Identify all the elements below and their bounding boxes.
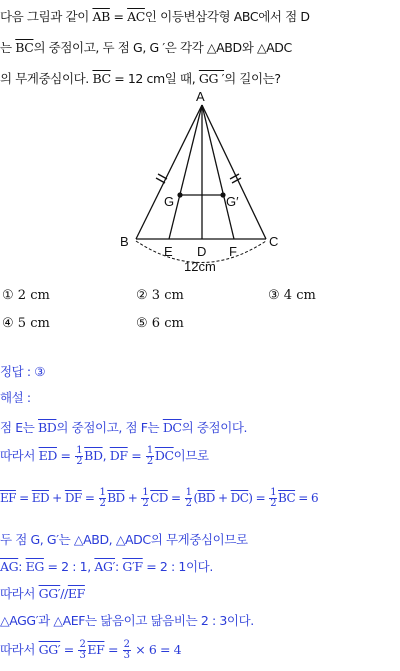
fraction: $\frac{1}{2}$ (146, 445, 153, 467)
tick-ab-1 (158, 174, 167, 179)
solution-line-6: 따라서 $GG'//\overline{EF}$ (0, 586, 85, 601)
point-g-prime (220, 192, 225, 197)
segment-ac: $\overline{AC}$ (127, 9, 145, 24)
option-1[interactable]: ① 2 cm (2, 288, 50, 303)
segment-bc-2: $\overline{BC}$ (92, 71, 111, 86)
label-g-prime: G′ (226, 194, 239, 209)
problem-line-2: 는 $\overline{BC}$의 중점이고, 두 점 G, G ′은 각각 △ABD와 △ADC (0, 40, 292, 55)
fraction: $\frac{1}{2}$ (142, 487, 149, 509)
fraction: $\frac{2}{3}$ (123, 639, 130, 661)
triangle-figure (118, 89, 288, 279)
segment-ae (169, 105, 202, 239)
label-f: F (229, 244, 237, 259)
side-ab (136, 105, 202, 239)
fraction: $\frac{1}{2}$ (270, 487, 277, 509)
problem-line-1: 다음 그림과 같이 $\overline{AB} = \overline{AC}$인 이등변삼각형 ABC에서 점 D (0, 9, 310, 24)
label-c: C (269, 234, 279, 249)
label-a: A (196, 89, 205, 104)
solution-heading: 해설 : (0, 390, 31, 405)
label-e: E (164, 244, 173, 259)
label-g: G (164, 194, 175, 209)
segment-ab: $\overline{AB}$ (92, 9, 110, 24)
solution-line-2: 따라서 $\overline{ED}$ = $\frac{1}{2}$ $\overline{BD}$, $\overline{DF}$ = $\frac{1}{2}$ $\overline{DC}$이므로 (0, 445, 209, 467)
fraction: $\frac{1}{2}$ (185, 487, 192, 509)
option-2[interactable]: ② 3 cm (136, 288, 184, 303)
fraction: $\frac{2}{3}$ (79, 639, 86, 661)
point-g (177, 192, 182, 197)
option-4[interactable]: ④ 5 cm (2, 316, 50, 331)
solution-line-1: 점 E는 $\overline{BD}$의 중점이고, 점 F는 $\overline{DC}$의 중점이다. (0, 420, 248, 435)
solution-line-5: $\overline{AG}$: $\overline{EG} = 2$ : 1, AG′: G′F = 2 : 1이다. (0, 559, 213, 574)
segment-bc: $\overline{BC}$ (15, 40, 34, 55)
solution-line-8: 따라서 GG′ = $\frac{2}{3}$ $\overline{EF}$ = $\frac{2}{3}$ × 6 = 4 (0, 639, 182, 661)
side-ac (202, 105, 266, 239)
solution-line-3: $\overline{EF} = \overline{ED} + \overline{DF}$ = $\frac{1}{2}$ $\overline{BD}$ + $\frac{1}{2}$ $\overline{CD}$ = $\frac{1}{2}$ $(\overline{BD} + \overline{DC})$ = $\frac{1}{2}$ $\overline{BC} = 6$ (0, 487, 318, 509)
option-5[interactable]: ⑤ 6 cm (136, 316, 184, 331)
segment-gg: GG ′ (198, 71, 225, 86)
segment-af (202, 105, 234, 239)
label-b: B (120, 234, 129, 249)
label-length: 12cm (184, 259, 216, 274)
solution-line-4: 두 점 G, G′는 △ABD, △ADC의 무게중심이므로 (0, 532, 248, 547)
problem-line-3: 의 무게중심이다. $\overline{BC} = 12$ cm일 때, GG ′의 길이는? (0, 71, 281, 86)
label-d: D (197, 244, 207, 259)
tick-ab-2 (156, 178, 165, 183)
solution-line-7: △AGG′과 △AEF는 닮음이고 닮음비는 2 : 3이다. (0, 613, 254, 628)
fraction: $\frac{1}{2}$ (99, 487, 106, 509)
option-3[interactable]: ③ 4 cm (268, 288, 316, 303)
tick-ac-2 (232, 178, 241, 183)
answer-line: 정답 : ③ (0, 364, 46, 379)
fraction: $\frac{1}{2}$ (76, 445, 83, 467)
